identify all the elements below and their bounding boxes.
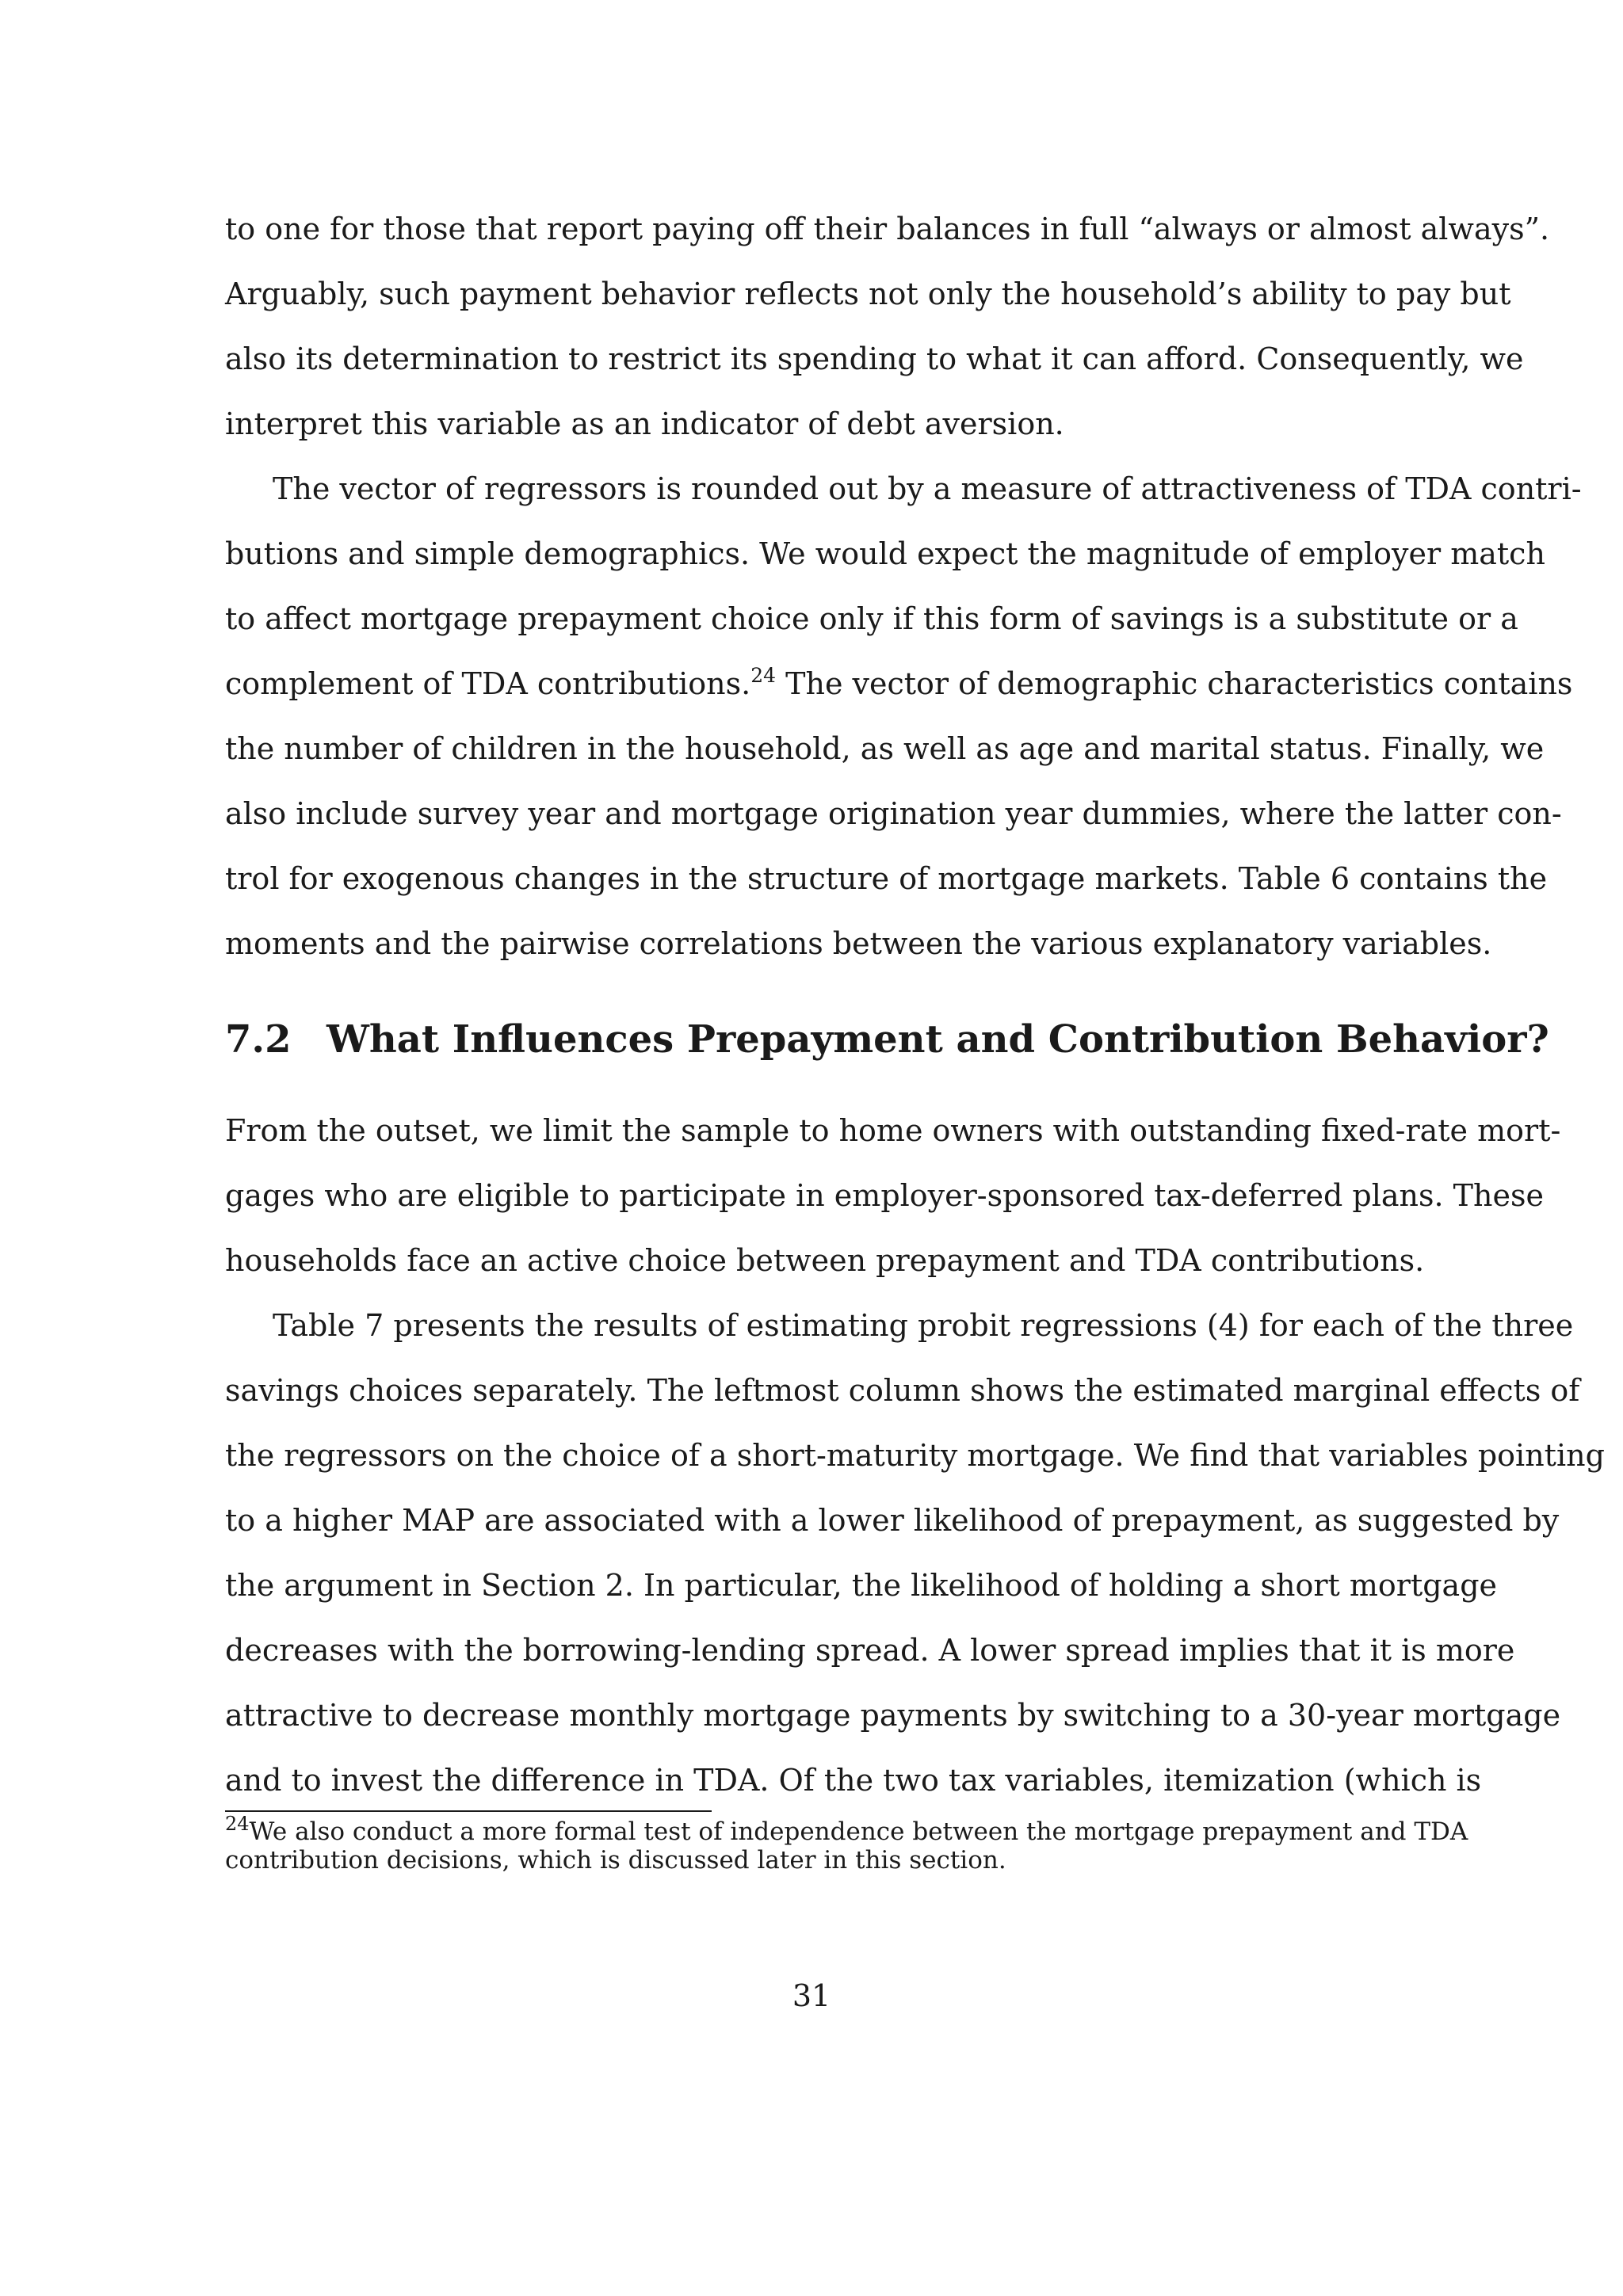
- body-line: Arguably, such payment behavior reflects not only the household’s ability to pay but: [225, 277, 1511, 311]
- body-line: gages who are eligible to participate in employer-sponsored tax-deferred plans. These: [225, 1178, 1544, 1213]
- body-line: to a higher MAP are associated with a lower likelihood of prepayment, as suggested by: [225, 1503, 1560, 1538]
- body-line: interpret this variable as an indicator of debt aversion.: [225, 406, 1064, 441]
- body-line: Table 7 presents the results of estimating probit regressions (4) for each of the three: [273, 1308, 1574, 1343]
- footnote-text: We also conduct a more formal test of independence between the mortgage prepayment and TDA: [249, 1817, 1468, 1846]
- body-line: to affect mortgage prepayment choice only if this form of savings is a substitute or a: [225, 601, 1518, 636]
- body-line: also its determination to restrict its spending to what it can afford. Consequently, we: [225, 341, 1524, 376]
- body-line: butions and simple demographics. We would expect the magnitude of employer match: [225, 536, 1545, 571]
- body-line: and to invest the difference in TDA. Of the two tax variables, itemization (which is: [225, 1763, 1482, 1798]
- body-line-with-footnote-ref: [225, 664, 1573, 702]
- section-title: What Influences Prepayment and Contribution Behavior?: [327, 1017, 1549, 1062]
- body-line: trol for exogenous changes in the structure of mortgage markets. Table 6 contains the: [225, 861, 1548, 896]
- body-line: the number of children in the household, as well as age and marital status. Finally, we: [225, 731, 1545, 766]
- body-text: complement of TDA contributions.: [225, 666, 751, 701]
- body-line: savings choices separately. The leftmost column shows the estimated marginal effects of: [225, 1373, 1580, 1408]
- section-heading: [225, 1016, 1549, 1063]
- body-line: moments and the pairwise correlations between the various explanatory variables.: [225, 926, 1492, 961]
- body-line: From the outset, we limit the sample to home owners with outstanding fixed-rate mort-: [225, 1113, 1561, 1148]
- footnote-line: contribution decisions, which is discussed later in this section.: [225, 1846, 1006, 1875]
- body-line: households face an active choice between prepayment and TDA contributions.: [225, 1243, 1425, 1278]
- footnote-line: [225, 1813, 1468, 1846]
- body-line: decreases with the borrowing-lending spread. A lower spread implies that it is more: [225, 1633, 1515, 1668]
- body-line: the regressors on the choice of a short-maturity mortgage. We find that variables pointing: [225, 1438, 1605, 1473]
- body-line: also include survey year and mortgage origination year dummies, where the latter con-: [225, 796, 1562, 831]
- page-number: 31: [792, 1978, 831, 2013]
- footnote-rule: [225, 1810, 712, 1812]
- section-number: 7.2: [225, 1017, 292, 1062]
- body-line: attractive to decrease monthly mortgage payments by switching to a 30-year mortgage: [225, 1698, 1561, 1733]
- footnote-mark: 24: [225, 1813, 250, 1835]
- body-line: The vector of regressors is rounded out by a measure of attractiveness of TDA contri-: [273, 471, 1582, 506]
- footnote-reference[interactable]: 24: [750, 664, 777, 687]
- body-line: the argument in Section 2. In particular, the likelihood of holding a short mortgage: [225, 1568, 1498, 1603]
- body-text: The vector of demographic characteristics contains: [776, 666, 1573, 701]
- body-line: to one for those that report paying off their balances in full “always or almost always”.: [225, 212, 1550, 246]
